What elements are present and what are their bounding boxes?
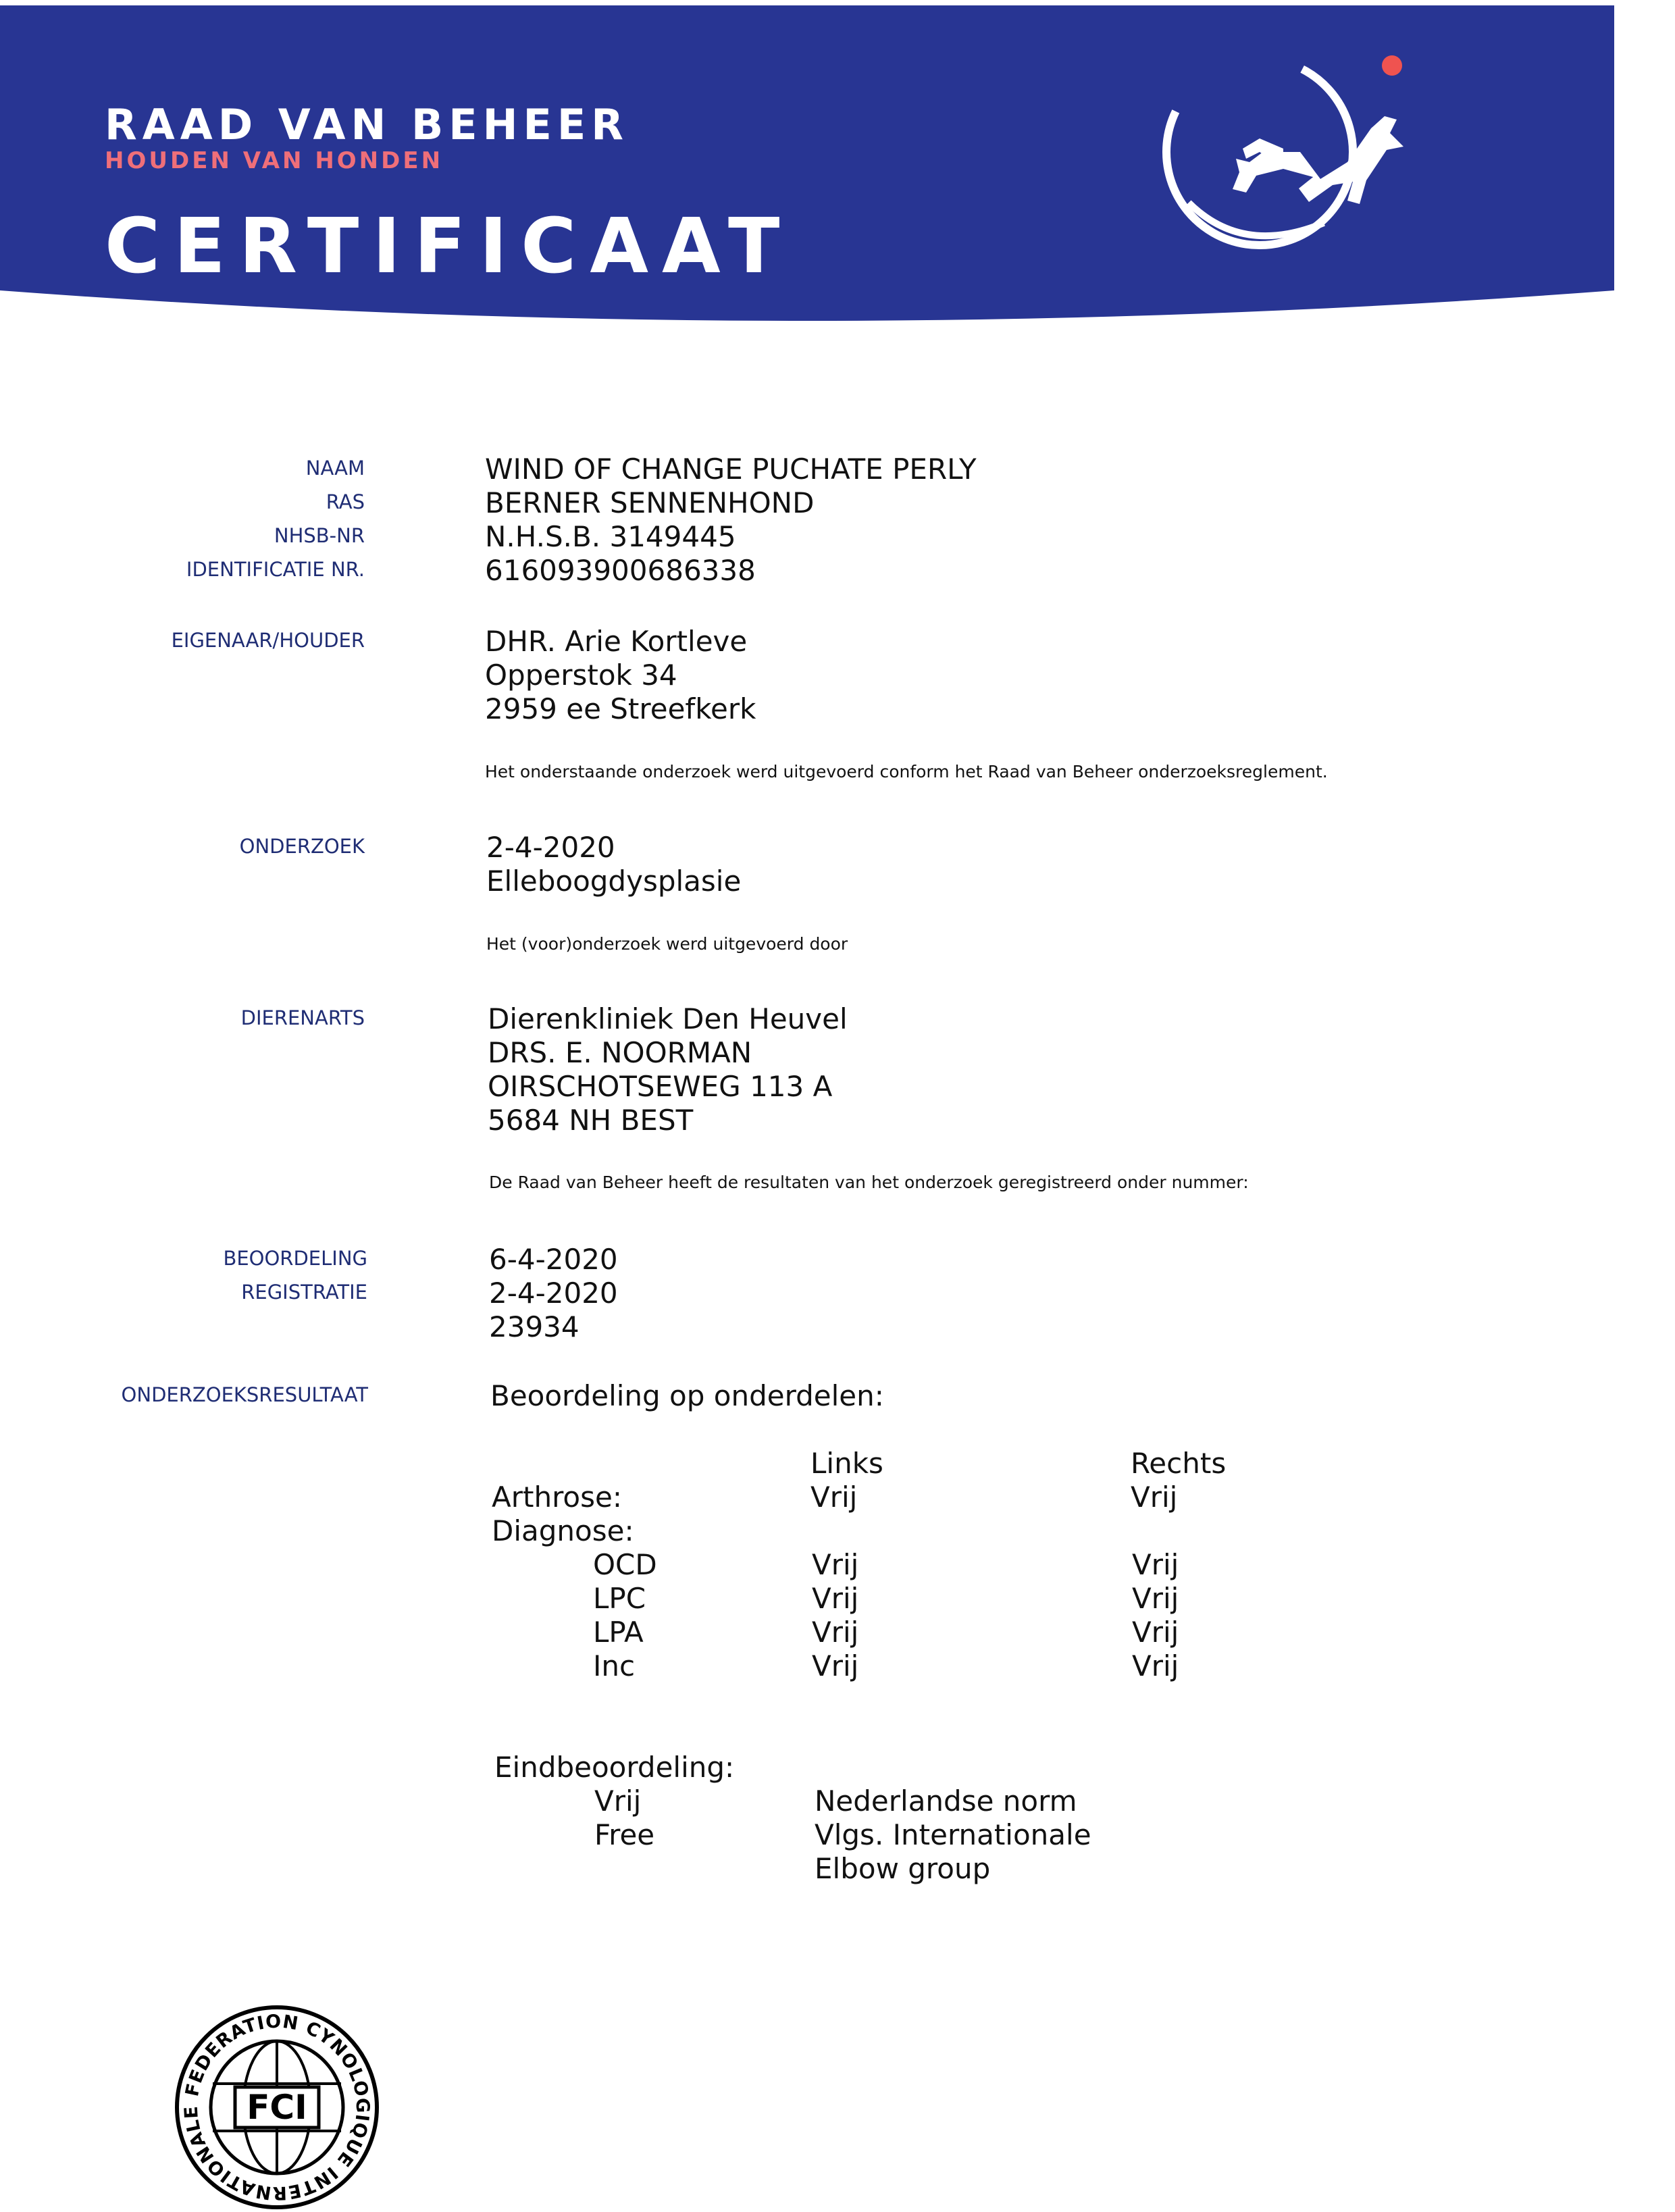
col-left-header: Links <box>810 1447 883 1480</box>
dog-name: WIND OF CHANGE PUCHATE PERLY <box>485 453 977 486</box>
final-norm: Elbow group <box>815 1852 991 1885</box>
diagnosis-row-right: Vrij <box>1132 1582 1179 1615</box>
dog-id: 616093900686338 <box>485 554 756 587</box>
vet-label: DIERENARTS <box>240 1006 365 1029</box>
registration-number: 23934 <box>489 1310 579 1343</box>
exam-date: 2-4-2020 <box>486 831 615 864</box>
svg-text:FEDERATION CYNOLOGIQUE INTERNA: FEDERATION CYNOLOGIQUE INTERNATIONALE <box>180 2011 373 2204</box>
document-title: CERTIFICAAT <box>105 203 794 290</box>
diagnosis-row-label: LPC <box>593 1582 646 1615</box>
dog-breed: BERNER SENNENHOND <box>485 486 815 519</box>
col-right-header: Rechts <box>1131 1447 1227 1480</box>
diagnosis-row-label: LPA <box>593 1616 644 1649</box>
assessment-date: 6-4-2020 <box>489 1243 618 1276</box>
final-grade: Free <box>594 1818 655 1851</box>
owner-line: 2959 ee Streefkerk <box>485 692 756 725</box>
final-grade: Vrij <box>594 1784 642 1818</box>
diagnosis-row-left: Vrij <box>812 1649 859 1682</box>
final-norm: Vlgs. Internationale <box>815 1818 1091 1851</box>
svg-text:FCI: FCI <box>247 2088 307 2127</box>
result-label: ONDERZOEKSRESULTAAT <box>121 1383 368 1406</box>
final-norm: Nederlandse norm <box>815 1784 1077 1818</box>
arthrose-label: Arthrose: <box>492 1481 622 1514</box>
owner-label: EIGENAAR/HOUDER <box>171 629 365 652</box>
arthrose-left: Vrij <box>810 1481 858 1514</box>
vet-line: 5684 NH BEST <box>488 1104 694 1137</box>
diagnosis-row-label: OCD <box>593 1548 657 1581</box>
diagnosis-row-left: Vrij <box>812 1548 859 1581</box>
dog-nhsb: N.H.S.B. 3149445 <box>485 520 736 553</box>
diagnosis-row-right: Vrij <box>1132 1649 1179 1682</box>
owner-line: DHR. Arie Kortleve <box>485 625 748 658</box>
registration-date: 2-4-2020 <box>489 1277 618 1310</box>
vet-line: DRS. E. NOORMAN <box>488 1036 752 1069</box>
nhsb-label: NHSB-NR <box>274 524 365 547</box>
exam-type: Elleboogdysplasie <box>486 865 742 898</box>
registratie-label: REGISTRATIE <box>241 1281 367 1304</box>
result-heading: Beoordeling op onderdelen: <box>490 1379 884 1412</box>
breed-label: RAS <box>326 490 365 513</box>
registration-note: De Raad van Beheer heeft de resultaten van het onderzoek geregistreerd onder nummer: <box>489 1173 1249 1192</box>
fci-globe-icon <box>172 2003 382 2212</box>
diagnosis-row-left: Vrij <box>812 1616 859 1649</box>
diagnosis-row-left: Vrij <box>812 1582 859 1615</box>
vet-line: Dierenkliniek Den Heuvel <box>488 1002 848 1035</box>
performed-by-note: Het (voor)onderzoek werd uitgevoerd door <box>486 934 848 954</box>
exam-label: ONDERZOEK <box>239 835 365 858</box>
arthrose-right: Vrij <box>1131 1481 1178 1514</box>
vet-line: OIRSCHOTSEWEG 113 A <box>488 1070 833 1103</box>
org-name: RAAD VAN BEHEER <box>105 100 629 149</box>
name-label: NAAM <box>305 457 365 480</box>
diagnosis-row-right: Vrij <box>1132 1548 1179 1581</box>
diagnose-label: Diagnose: <box>492 1514 634 1547</box>
id-label: IDENTIFICATIE NR. <box>186 558 365 581</box>
diagnosis-row-label: Inc <box>593 1649 636 1682</box>
diagnosis-row-right: Vrij <box>1132 1616 1179 1649</box>
regulation-note: Het onderstaande onderzoek werd uitgevoerd conform het Raad van Beheer onderzoeksreglement. <box>485 762 1328 781</box>
org-tagline: HOUDEN VAN HONDEN <box>105 147 444 174</box>
beoordeling-label: BEOORDELING <box>223 1247 367 1270</box>
owner-line: Opperstok 34 <box>485 659 677 692</box>
final-label: Eindbeoordeling: <box>494 1751 735 1784</box>
